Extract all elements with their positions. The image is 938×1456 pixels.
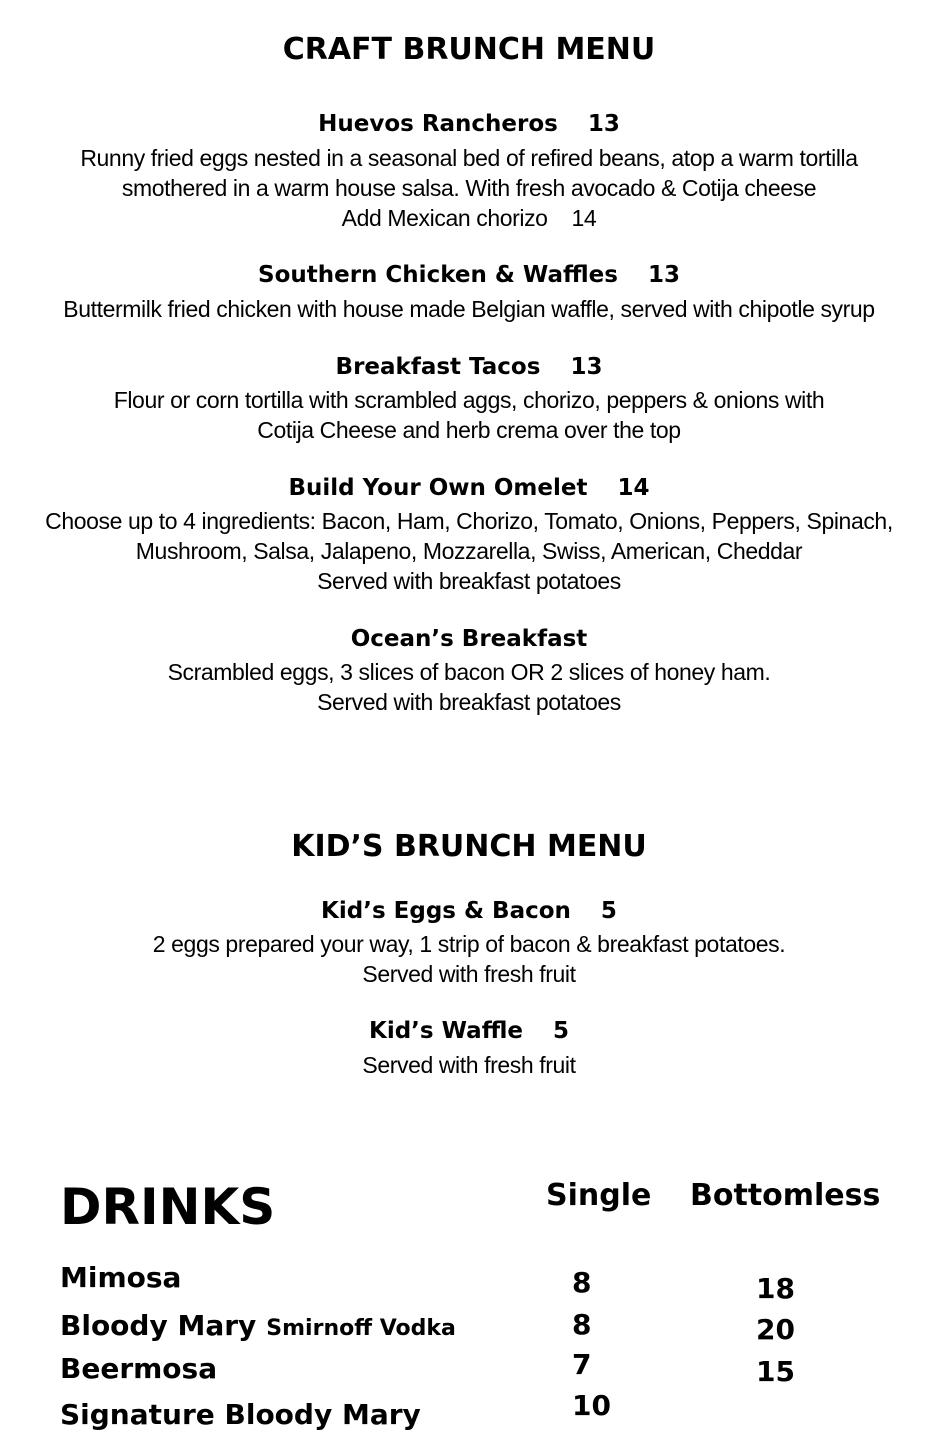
drink-name <box>60 1398 421 1431</box>
menu-item-description: Served with breakfast potatoes <box>317 568 621 594</box>
menu-item-name: Breakfast Tacos <box>335 354 541 380</box>
menu-item-price: 13 <box>587 111 620 137</box>
drink-name <box>60 1261 181 1294</box>
drink-name <box>60 1352 217 1385</box>
menu-item-title <box>0 626 938 652</box>
menu-item-name: Ocean’s Breakfast <box>350 626 588 652</box>
menu-item-description: Served with fresh fruit <box>362 961 576 987</box>
drink-note: Smirnoff Vodka <box>266 1316 456 1341</box>
menu-item-price: 14 <box>617 475 650 501</box>
menu-item-title <box>0 262 938 288</box>
drink-price-bottomless: 18 <box>756 1272 795 1305</box>
menu-item-title <box>0 1018 938 1044</box>
menu-item-price: 5 <box>600 898 617 924</box>
menu-item-description: Served with fresh fruit <box>362 1052 576 1078</box>
menu-item-description: Choose up to 4 ingredients: Bacon, Ham, Chorizo, Tomato, Onions, Peppers, Spinach, <box>45 508 893 534</box>
drink-name-text: Mimosa <box>60 1261 182 1294</box>
menu-item-price: 13 <box>647 262 680 288</box>
menu-item-name: Southern Chicken & Waffles <box>258 262 618 288</box>
column-header-bottomless: Bottomless <box>690 1178 881 1213</box>
menu-item-name: Kid’s Eggs & Bacon <box>321 898 571 924</box>
drink-price-single: 8 <box>572 1266 592 1299</box>
menu-item-description: 2 eggs prepared your way, 1 strip of bacon & breakfast potatoes. <box>152 931 786 957</box>
drink-name <box>60 1309 456 1342</box>
menu-item-title <box>0 475 938 501</box>
menu-item-description: Flour or corn tortilla with scrambled aggs, chorizo, peppers & onions with <box>113 387 825 413</box>
drink-price-single: 10 <box>572 1389 611 1422</box>
craft-menu-title: CRAFT BRUNCH MENU <box>282 32 656 67</box>
drink-name-text: Beermosa <box>60 1352 218 1385</box>
kids-menu-title: KID’S BRUNCH MENU <box>291 829 647 864</box>
menu-item-title <box>0 354 938 380</box>
menu-item-description: Cotija Cheese and herb crema over the top <box>257 417 681 443</box>
menu-item-addon: Add Mexican chorizo 14 <box>341 205 597 231</box>
menu-item-name: Build Your Own Omelet <box>288 475 588 501</box>
drink-name-text: Bloody Mary <box>60 1309 257 1342</box>
drinks-title: DRINKS <box>60 1178 276 1236</box>
menu-item-description: Served with breakfast potatoes <box>317 689 621 715</box>
menu-item-name: Kid’s Waffle <box>369 1018 523 1044</box>
drink-price-single: 7 <box>572 1348 592 1381</box>
menu-item-description: Scrambled eggs, 3 slices of bacon OR 2 slices of honey ham. <box>167 659 771 685</box>
menu-item-name: Huevos Rancheros <box>318 111 558 137</box>
menu-item-price: 5 <box>552 1018 569 1044</box>
menu-item-price: 13 <box>570 354 603 380</box>
column-header-single: Single <box>546 1178 652 1213</box>
menu-item-title <box>0 111 938 137</box>
menu-item-description: Buttermilk fried chicken with house made Belgian waffle, served with chipotle syrup <box>63 296 875 322</box>
drink-price-bottomless: 15 <box>756 1355 795 1388</box>
menu-item-description: smothered in a warm house salsa. With fresh avocado & Cotija cheese <box>121 175 817 201</box>
drink-price-bottomless: 20 <box>756 1313 795 1346</box>
drink-price-single: 8 <box>572 1308 592 1341</box>
menu-item-description: Mushroom, Salsa, Jalapeno, Mozzarella, Swiss, American, Cheddar <box>135 538 803 564</box>
menu-item-description: Runny fried eggs nested in a seasonal bed of refired beans, atop a warm tortilla <box>80 145 858 171</box>
menu-item-title <box>0 898 938 924</box>
drink-name-text: Signature Bloody Mary <box>60 1398 421 1431</box>
